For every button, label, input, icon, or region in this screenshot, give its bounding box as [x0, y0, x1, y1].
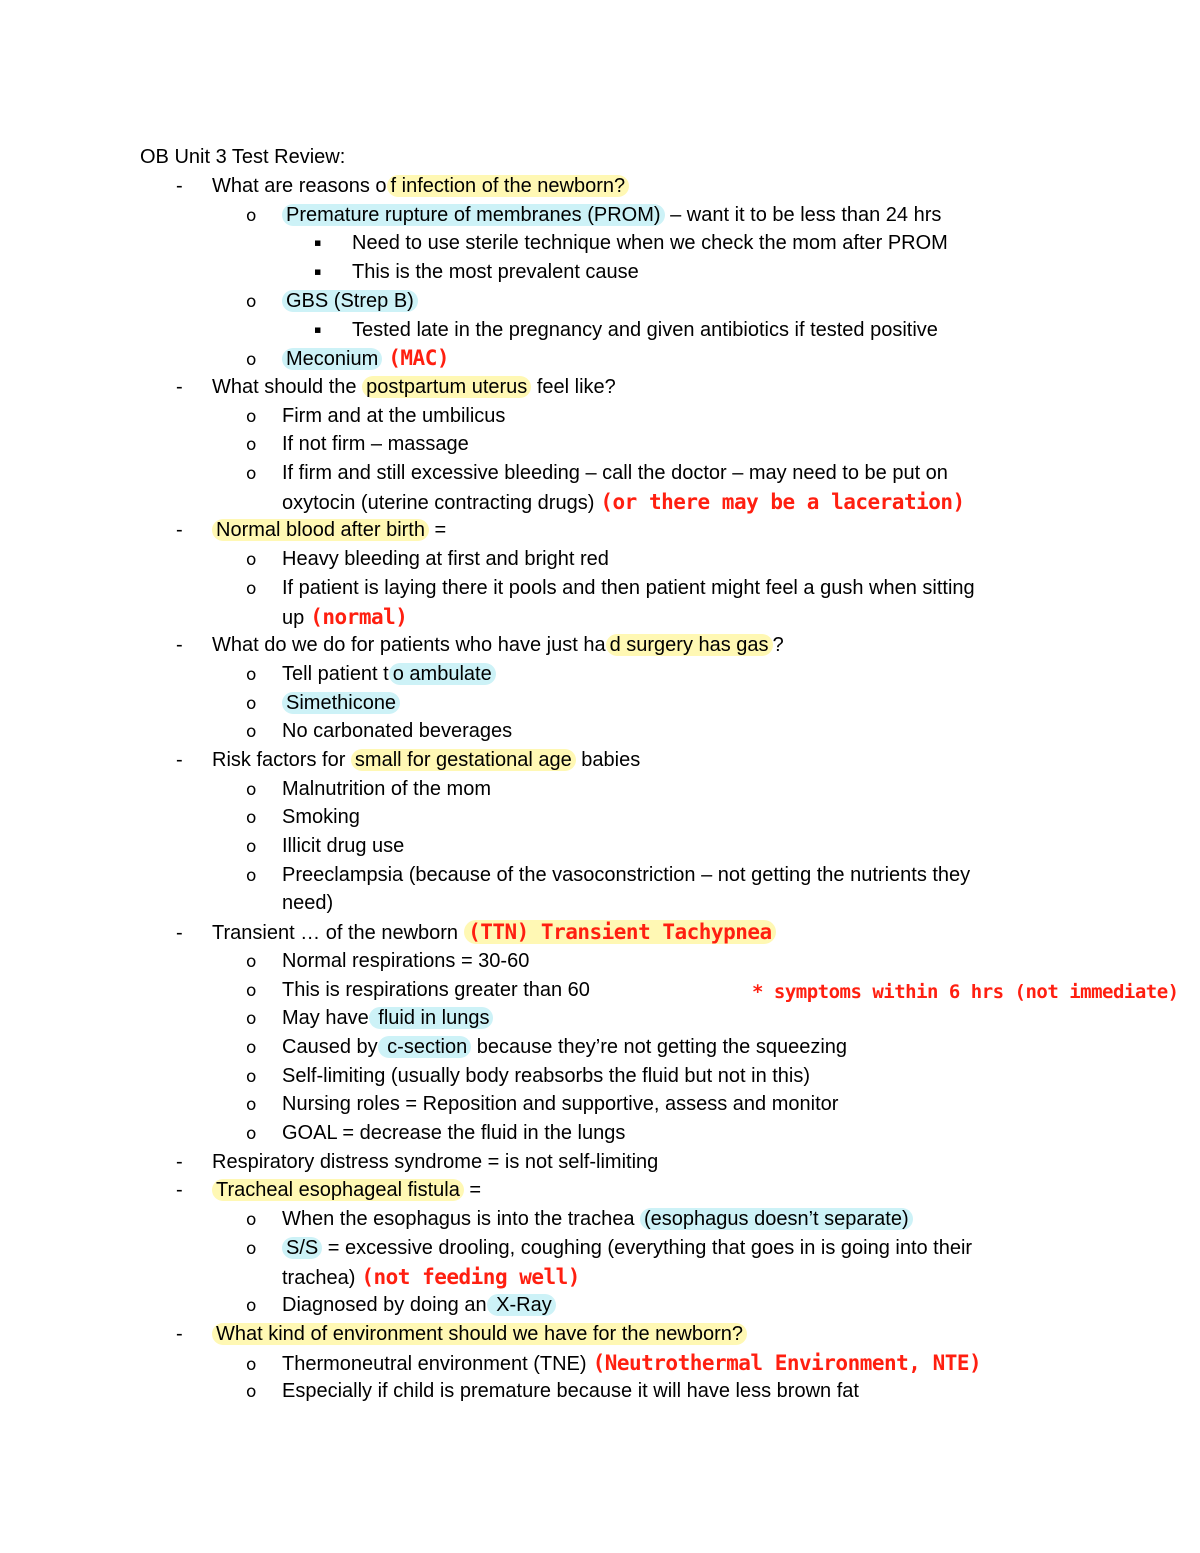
dash-bullet: - — [176, 634, 183, 656]
handwritten-note: (MAC) — [388, 346, 449, 370]
list-item: o GOAL = decrease the fluid in the lungs — [246, 1119, 625, 1147]
circle-bullet: o — [246, 1210, 257, 1230]
circle-bullet: o — [246, 464, 257, 484]
list-item: o If patient is laying there it pools and then patient might feel a gush when sitting — [246, 574, 975, 602]
list-item: o Premature rupture of membranes (PROM) – want it to be less than 24 hrs — [246, 201, 941, 229]
dash-bullet: - — [176, 1151, 183, 1173]
question-surgery-gas: - What do we do for patients who have just ha d surgery has gas ? — [176, 631, 784, 659]
circle-bullet: o — [246, 1239, 257, 1259]
list-item — [246, 689, 400, 717]
blue-highlight: c-section — [378, 1036, 472, 1058]
blue-highlight: Simethicone — [282, 692, 400, 714]
question-newborn-environment — [176, 1320, 747, 1348]
circle-bullet: o — [246, 981, 257, 1001]
list-item — [246, 287, 418, 315]
circle-bullet: o — [246, 808, 257, 828]
question-postpartum-uterus: - What should the postpartum uterus feel like? — [176, 373, 616, 401]
handwritten-note: (or there may be a laceration) — [600, 490, 965, 514]
circle-bullet: o — [246, 952, 257, 972]
blue-highlight: X-Ray — [487, 1294, 556, 1316]
circle-bullet: o — [246, 435, 257, 455]
circle-bullet: o — [246, 1095, 257, 1115]
blue-highlight: fluid in lungs — [369, 1007, 494, 1029]
list-item: o If not firm – massage — [246, 430, 469, 458]
circle-bullet: o — [246, 780, 257, 800]
circle-bullet: o — [246, 292, 257, 312]
blue-highlight: o ambulate — [389, 663, 496, 685]
list-item: o Preeclampsia (because of the vasoconstriction – not getting the nutrients they — [246, 861, 970, 889]
list-item: o Malnutrition of the mom — [246, 775, 491, 803]
yellow-highlight: d surgery has gas — [606, 634, 773, 656]
circle-bullet: o — [246, 1009, 257, 1029]
list-item: o Diagnosed by doing an X-Ray — [246, 1291, 556, 1319]
list-item: o Tell patient t o ambulate — [246, 660, 496, 688]
handwritten-side-note: * symptoms within 6 hrs (not immediate) — [752, 981, 1179, 1003]
circle-bullet: o — [246, 1067, 257, 1087]
dash-bullet: - — [176, 1323, 183, 1345]
yellow-highlight: Tracheal esophageal fistula — [212, 1179, 464, 1201]
circle-bullet: o — [246, 579, 257, 599]
sub-list-item: ▪ Need to use sterile technique when we check the mom after PROM — [314, 229, 948, 257]
circle-bullet: o — [246, 837, 257, 857]
question-ttn: - Transient … of the newborn (TTN) Transient Tachypnea — [176, 918, 776, 946]
yellow-highlight: small for gestational age — [351, 749, 576, 771]
circle-bullet: o — [246, 866, 257, 886]
blue-highlight: Meconium — [282, 348, 382, 370]
list-item: o Caused by c-section because they’re not getting the squeezing — [246, 1033, 847, 1061]
list-item: o When the esophagus is into the trachea (esophagus doesn’t separate) — [246, 1205, 913, 1233]
list-item: o Heavy bleeding at first and bright red — [246, 545, 609, 573]
circle-bullet: o — [246, 1296, 257, 1316]
yellow-highlight: Normal blood after birth — [212, 519, 429, 541]
circle-bullet: o — [246, 1038, 257, 1058]
list-item-continuation: trachea) (not feeding well) — [282, 1265, 580, 1289]
list-item: o May have fluid in lungs — [246, 1004, 493, 1032]
dash-bullet: - — [176, 175, 183, 197]
circle-bullet: o — [246, 1355, 257, 1375]
sub-list-item: ▪ Tested late in the pregnancy and given antibiotics if tested positive — [314, 316, 938, 344]
circle-bullet: o — [246, 1124, 257, 1144]
handwritten-note: (not feeding well) — [361, 1265, 580, 1289]
page-title: OB Unit 3 Test Review: — [140, 146, 346, 168]
circle-bullet: o — [246, 722, 257, 742]
square-bullet: ▪ — [314, 265, 322, 278]
circle-bullet: o — [246, 550, 257, 570]
list-item: o This is respirations greater than 60 — [246, 976, 590, 1004]
list-item: o Smoking — [246, 803, 360, 831]
question-te-fistula: - Tracheal esophageal fistula = — [176, 1176, 481, 1204]
question-rds: - Respiratory distress syndrome = is not self-limiting — [176, 1148, 658, 1176]
list-item: o Especially if child is premature because it will have less brown fat — [246, 1377, 859, 1405]
square-bullet: ▪ — [314, 323, 322, 336]
list-item: o Self-limiting (usually body reabsorbs the fluid but not in this) — [246, 1062, 810, 1090]
dash-bullet: - — [176, 749, 183, 771]
blue-highlight: GBS (Strep B) — [282, 290, 418, 312]
list-item-continuation: oxytocin (uterine contracting drugs) (or there may be a laceration) — [282, 490, 965, 514]
blue-highlight: Premature rupture of membranes (PROM) — [282, 204, 665, 226]
yellow-highlight: postpartum uterus — [362, 376, 531, 398]
list-item: o No carbonated beverages — [246, 717, 512, 745]
circle-bullet: o — [246, 694, 257, 714]
list-item: o Nursing roles = Reposition and supportive, assess and monitor — [246, 1090, 838, 1118]
circle-bullet: o — [246, 407, 257, 427]
list-item — [246, 344, 449, 372]
circle-bullet: o — [246, 350, 257, 370]
yellow-highlight: f infection of the newborn? — [387, 175, 630, 197]
dash-bullet: - — [176, 922, 183, 944]
list-item: o Normal respirations = 30-60 — [246, 947, 529, 975]
dash-bullet: - — [176, 376, 183, 398]
circle-bullet: o — [246, 206, 257, 226]
question-normal-blood: - Normal blood after birth = — [176, 516, 446, 544]
circle-bullet: o — [246, 665, 257, 685]
handwritten-note: (Neutrothermal Environment, NTE) — [592, 1351, 982, 1375]
list-item-continuation: up (normal) — [282, 605, 408, 629]
list-item: o Thermoneutral environment (TNE) (Neutrothermal Environment, NTE) — [246, 1349, 981, 1377]
blue-highlight: (esophagus doesn’t separate) — [640, 1208, 913, 1230]
dash-bullet: - — [176, 519, 183, 541]
blue-highlight: S/S — [282, 1237, 322, 1259]
yellow-highlight: What kind of environment should we have for the newborn? — [212, 1323, 747, 1345]
list-item: o Firm and at the umbilicus — [246, 402, 505, 430]
circle-bullet: o — [246, 1382, 257, 1402]
handwritten-note: (normal) — [310, 605, 408, 629]
dash-bullet: - — [176, 1179, 183, 1201]
list-item: o Illicit drug use — [246, 832, 404, 860]
list-item: o If firm and still excessive bleeding – call the doctor – may need to be put on — [246, 459, 948, 487]
handwritten-note: (TTN) Transient Tachypnea — [464, 920, 776, 944]
list-item: o S/S = excessive drooling, coughing (everything that goes in is going into their — [246, 1234, 972, 1262]
sub-list-item: ▪ This is the most prevalent cause — [314, 258, 639, 286]
square-bullet: ▪ — [314, 236, 322, 249]
question-sga-risk-factors: - Risk factors for small for gestational age babies — [176, 746, 640, 774]
list-item-continuation: need) — [282, 892, 334, 914]
question-newborn-infection: - What are reasons o f infection of the newborn? — [176, 172, 629, 200]
